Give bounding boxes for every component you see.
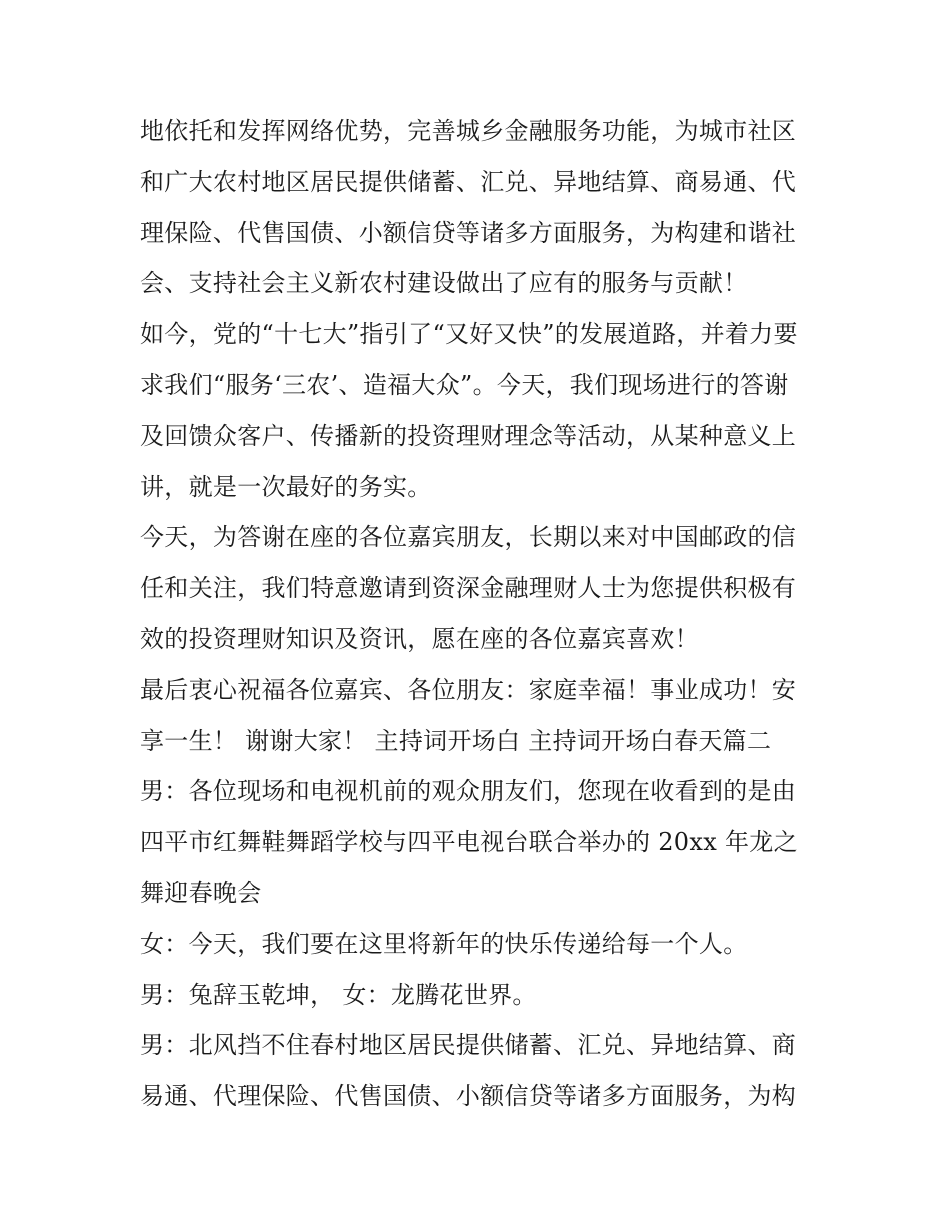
text-line: 最后衷心祝福各位嘉宾、各位朋友：家庭幸福！事业成功！安 xyxy=(140,675,797,704)
text-line: 任和关注，我们特意邀请到资深金融理财人士为您提供积极有 xyxy=(140,574,797,603)
text-line: 如今，党的“十七大”指引了“又好又快”的发展道路，并着力要 xyxy=(140,320,798,349)
text-line: 讲，就是一次最好的务实。 xyxy=(140,472,432,501)
text-line: 享一生！ 谢谢大家！ 主持词开场白 主持词开场白春天篇二 xyxy=(140,726,772,755)
text-line: 及回馈众客户、传播新的投资理财理念等活动，从某种意义上 xyxy=(140,421,797,450)
text-line: 今天，为答谢在座的各位嘉宾朋友，长期以来对中国邮政的信 xyxy=(140,523,797,552)
text-line: 女：今天，我们要在这里将新年的快乐传递给每一个人。 xyxy=(140,929,748,958)
body-text xyxy=(140,106,820,1122)
text-line: 男：各位现场和电视机前的观众朋友们，您现在收看到的是由 xyxy=(140,777,797,806)
text-line: 地依托和发挥网络优势，完善城乡金融服务功能，为城市社区 xyxy=(140,117,797,145)
text-line: 和广大农村地区居民提供储蓄、汇兑、异地结算、商易通、代 xyxy=(140,167,797,196)
text-line: 男：北风挡不住春村地区居民提供储蓄、汇兑、异地结算、商 xyxy=(140,1031,797,1060)
text-line: 男：兔辞玉乾坤， 女：龙腾花世界。 xyxy=(140,980,537,1009)
text-line: 四平市红舞鞋舞蹈学校与四平电视台联合举办的 20xx 年龙之 xyxy=(140,828,798,857)
text-line: 舞迎春晚会 xyxy=(140,878,262,907)
text-line: 易通、代理保险、代售国债、小额信贷等诸多方面服务，为构 xyxy=(140,1082,797,1111)
text-line: 效的投资理财知识及资讯，愿在座的各位嘉宾喜欢！ xyxy=(140,624,699,653)
text-line: 理保险、代售国债、小额信贷等诸多方面服务，为构建和谐社 xyxy=(140,218,797,247)
text-line: 求我们“服务‘三农’、造福大众”。今天，我们现场进行的答谢 xyxy=(140,370,789,399)
text-line: 会、支持社会主义新农村建设做出了应有的服务与贡献！ xyxy=(140,269,748,298)
